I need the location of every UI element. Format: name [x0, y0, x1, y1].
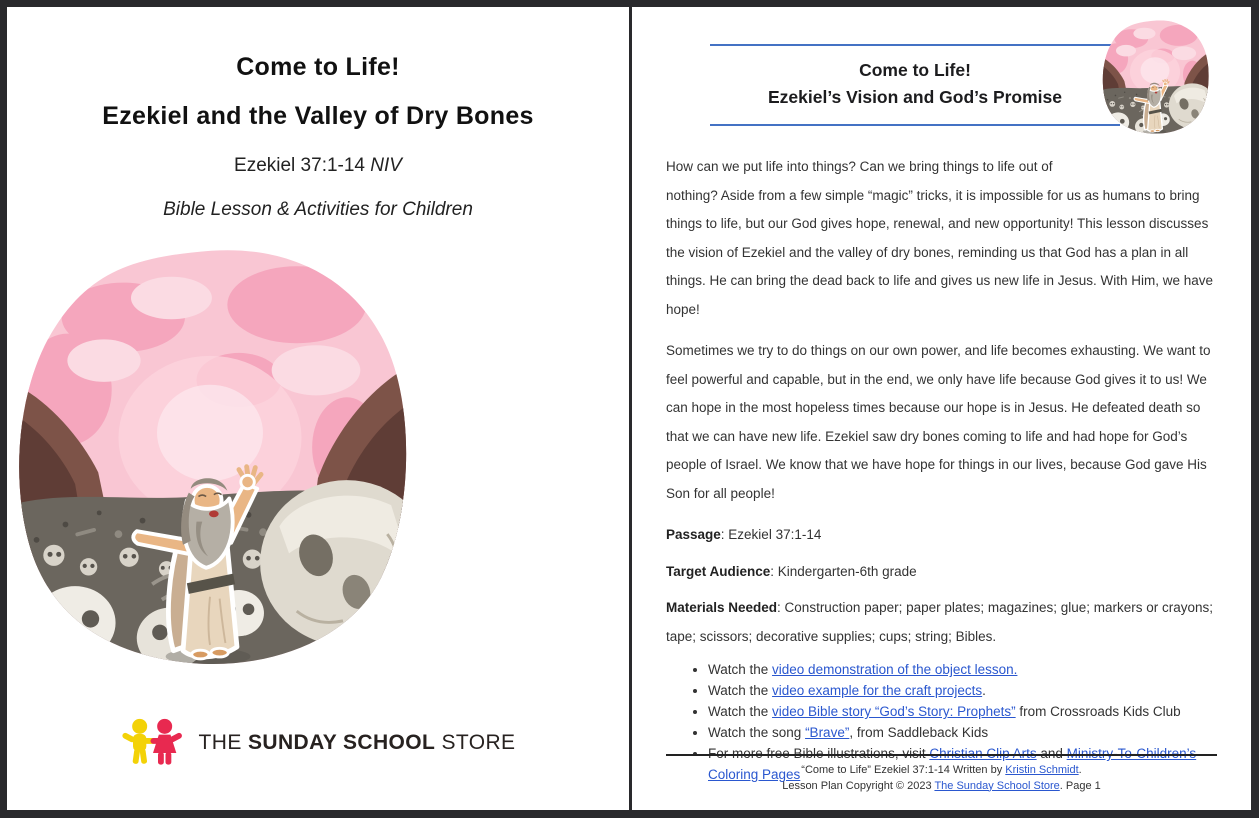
author-link[interactable]: Kristin Schmidt [1005, 764, 1079, 776]
intro-paragraph-1 [666, 153, 1217, 324]
brave-song-link[interactable]: “Brave” [805, 725, 850, 740]
header-thumbnail-illustration [1096, 19, 1214, 135]
materials-value: : Construction paper; paper plates; magazines; glue; markers or crayons; tape; scissors; decorative supplies; cups; string; Bibles. [666, 600, 1214, 644]
list-item: • For more free Bible illustrations, visit Christian Clip Arts and Ministry-To-Children’s Coloring Pages [708, 743, 1217, 785]
audience-row [666, 558, 1217, 587]
page-footer [666, 754, 1217, 794]
ministry-to-childrens-link[interactable]: Ministry-To-Children’s Coloring Pages [708, 746, 1197, 782]
list-item: • Watch the video example for the craft projects. [708, 680, 1217, 701]
logo-text-store: STORE [435, 731, 516, 754]
lesson-subtitle: Bible Lesson & Activities for Children [163, 199, 473, 220]
cover-title-line1: Come to Life! [236, 53, 400, 81]
scripture-version: NIV [370, 155, 402, 176]
materials-label: Materials Needed [666, 600, 778, 615]
lesson-title-block [710, 44, 1120, 126]
list-item: • Watch the video Bible story “God’s Story: Prophets” from Crossroads Kids Club [708, 701, 1217, 722]
materials-row [666, 594, 1217, 651]
bible-story-video-link[interactable]: video Bible story “God’s Story: Prophets” [772, 704, 1016, 719]
intro-p1-line1: How can we put life into things? Can we bring things to life out of [666, 159, 1053, 174]
passage-row [666, 521, 1217, 550]
footer-line-1: “Come to Life” Ezekiel 37:1-14 Written by Kristin Schmidt. [801, 764, 1082, 776]
page-1-cover [7, 7, 629, 810]
page-2-lesson [632, 7, 1251, 810]
logo-text-the: THE [198, 731, 248, 754]
paper-doll-children-icon [121, 718, 185, 768]
christian-clip-arts-link[interactable]: Christian Clip Arts [929, 746, 1037, 761]
video-demonstration-link[interactable]: video demonstration of the object lesson. [772, 662, 1018, 677]
ezekiel-valley-illustration [7, 245, 413, 669]
intro-p1-rest: nothing? Aside from a few simple “magic” tricks, it is impossible for us as humans to bring things to life, but our God gives hope, renewal, and new opportunity! This lesson discusses the vision of Ezekiel and the valley of dry bones, reminding us that God has a plan in all things. He can bring the dead back to life and gives us new life in Jesus. With Him, we have hope! [666, 187, 1214, 317]
scripture-ref-text: Ezekiel 37:1-14 [234, 155, 365, 176]
store-link[interactable]: The Sunday School Store [934, 779, 1060, 792]
lesson-header [666, 7, 1217, 153]
cover-title-line2: Ezekiel and the Valley of Dry Bones [102, 102, 534, 130]
list-item: • Watch the song “Brave”, from Saddleback Kids [708, 722, 1217, 743]
passage-label: Passage [666, 527, 721, 542]
footer-line-2: Lesson Plan Copyright © 2023 The Sunday School Store. Page 1 [782, 779, 1101, 792]
intro-paragraph-2: Sometimes we try to do things on our own power, and life becomes exhausting. We want to feel powerful and capable, but in the end, we only have life because God gives it to us! We can hope in the most hopeless times because our hope is in Jesus. He defeated death so that we can have new life. Ezekiel saw dry bones coming to life and had hope for God’s people of Israel. We know that we have hope for things in our lives, because God gave His Son for all people! [666, 343, 1211, 501]
logo-text-bold: SUNDAY SCHOOL [247, 731, 436, 754]
lesson-title-line2: Ezekiel’s Vision and God’s Promise [767, 87, 1063, 107]
audience-value: : Kindergarten-6th grade [770, 563, 917, 579]
audience-label: Target Audience [666, 563, 771, 579]
passage-value: : Ezekiel 37:1-14 [720, 527, 822, 542]
sunday-school-store-logo [7, 718, 629, 768]
lesson-meta [666, 521, 1217, 651]
logo-text [199, 731, 516, 755]
lesson-title-line1: Come to Life! [859, 60, 971, 80]
scripture-reference [7, 155, 629, 177]
lesson-intro [666, 153, 1217, 508]
craft-video-link[interactable]: video example for the craft projects [772, 683, 983, 698]
list-item: • Watch the video demonstration of the object lesson. [708, 659, 1217, 680]
